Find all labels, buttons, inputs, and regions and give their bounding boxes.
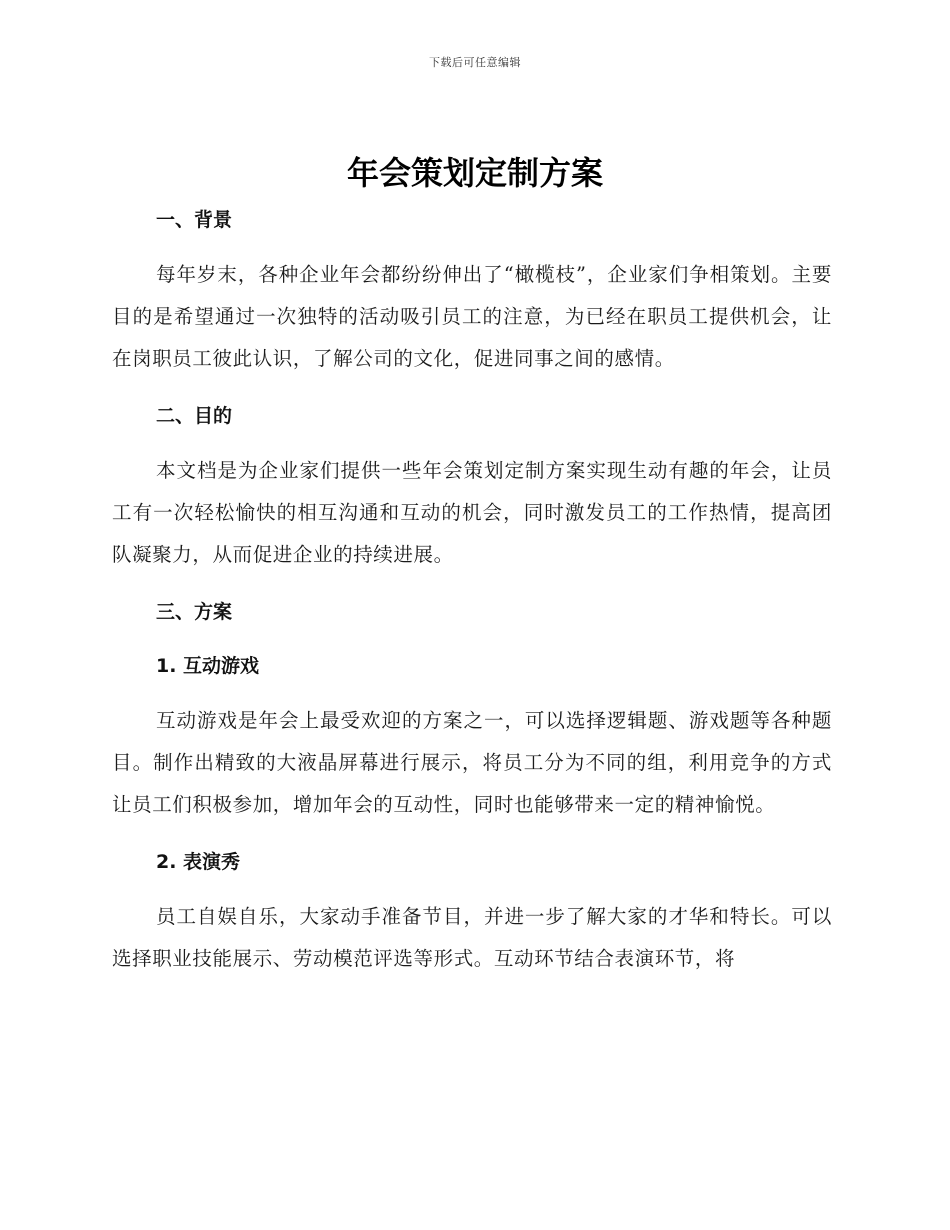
subsection-paragraph-performance-show: 员工自娱自乐，大家动手准备节目，并进一步了解大家的才华和特长。可以选择职业技能展示、劳动模范评选等形式。互动环节结合表演环节，将 xyxy=(112,905,832,970)
section-paragraph-purpose: 本文档是为企业家们提供一些年会策划定制方案实现生动有趣的年会，让员工有一次轻松愉快的相互沟通和互动的机会，同时激发员工的工作热情，提高团队凝聚力，从而促进企业的持续进展。 xyxy=(112,459,832,566)
document-title: 年会策划定制方案 xyxy=(346,154,603,192)
header-note: 下载后可任意编辑 xyxy=(429,56,521,69)
subsection-paragraph-interactive-games: 互动游戏是年会上最受欢迎的方案之一，可以选择逻辑题、游戏题等各种题目。制作出精致的大液晶屏幕进行展示，将员工分为不同的组，利用竞争的方式让员工们积极参加，增加年会的互动性，同时也能够带来一定的精神愉悦。 xyxy=(112,709,832,816)
section-heading-purpose: 二、目的 xyxy=(156,405,233,427)
section-paragraph-background: 每年岁末，各种企业年会都纷纷伸出了“橄榄枝”，企业家们争相策划。主要目的是希望通过一次独特的活动吸引员工的注意，为已经在职员工提供机会，让在岗职员工彼此认识，了解公司的文化，促进同事之间的感情。 xyxy=(112,263,832,370)
subsection-heading-interactive-games: 1. 互动游戏 xyxy=(156,655,260,677)
subsection-heading-performance-show: 2. 表演秀 xyxy=(156,851,241,873)
document-body xyxy=(112,200,832,980)
section-heading-plan: 三、方案 xyxy=(156,601,233,623)
section-heading-background: 一、背景 xyxy=(156,209,233,231)
